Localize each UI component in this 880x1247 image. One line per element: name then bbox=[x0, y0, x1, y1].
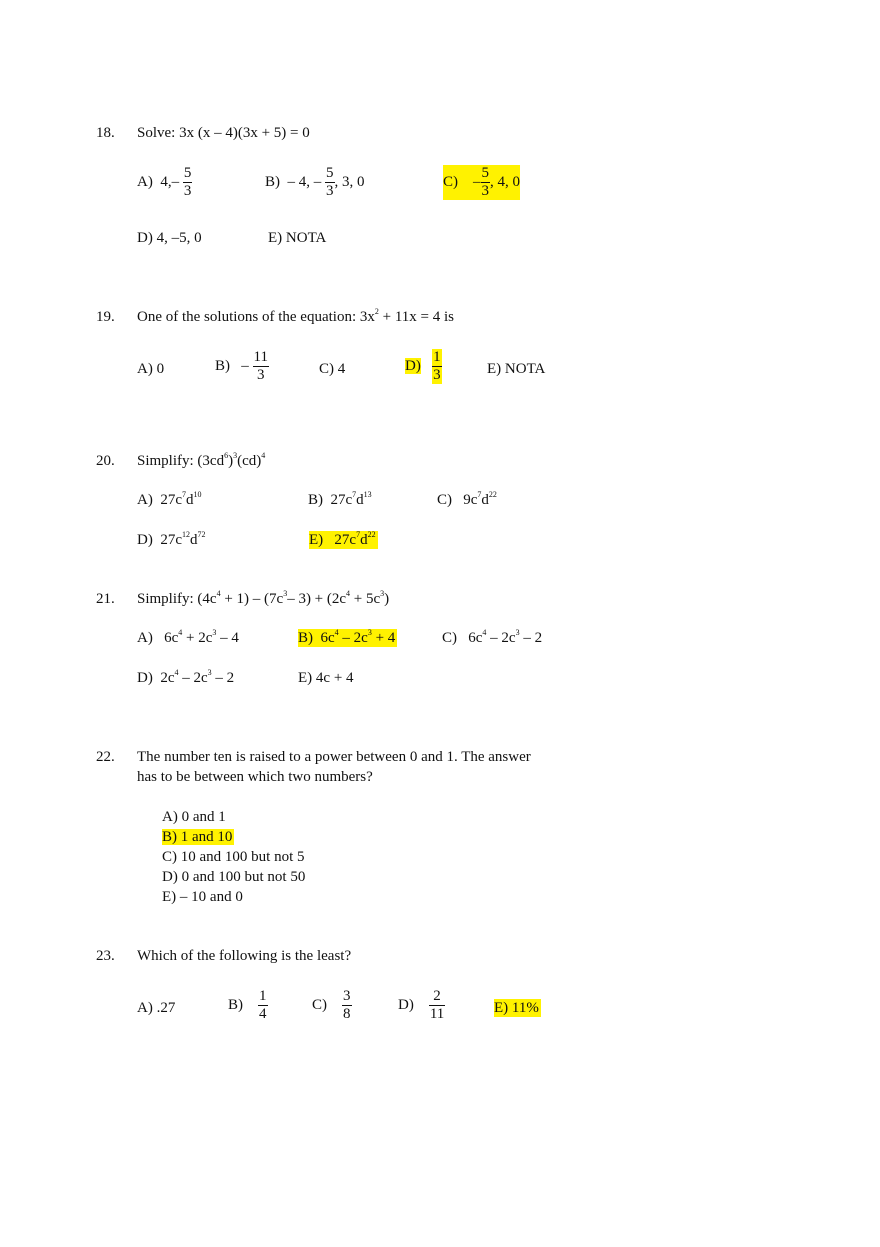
question-18-option-a: A) 4,– $\frac{5}{3}$ bbox=[137, 165, 192, 199]
question-22-prompt-line-2: has to be between which two numbers? bbox=[137, 769, 373, 785]
question-20-option-c: C) $9c^7d^{22}$ bbox=[437, 490, 497, 508]
question-21-number: 21. bbox=[96, 591, 115, 607]
question-22-option-a: A) 0 and 1 bbox=[162, 809, 226, 825]
question-22-option-e: E) – 10 and 0 bbox=[162, 889, 243, 905]
question-22-option-d: D) 0 and 100 but not 50 bbox=[162, 869, 306, 885]
question-22-prompt-line-1: The number ten is raised to a power between 0 and 1. The answer bbox=[137, 749, 531, 765]
question-18-option-c-highlighted-answer: C) – $\frac{5}{3}$ , 4, 0 bbox=[443, 165, 520, 199]
question-21-option-a: A) $6c^4 + 2c^3 - 4$ bbox=[137, 628, 239, 646]
question-20-option-b: B) $27c^7d^{13}$ bbox=[308, 490, 372, 508]
question-20-option-d: D) $27c^{12}d^{72}$ bbox=[137, 530, 206, 548]
question-20-option-e-highlighted-answer: E) $27c^7d^{22}$ bbox=[309, 530, 376, 548]
question-23-option-b: B) $\frac{1}{4}$ bbox=[228, 988, 267, 1022]
question-19-option-e: E) NOTA bbox=[487, 361, 546, 377]
question-22-options bbox=[162, 807, 305, 907]
question-19-option-a: A) 0 bbox=[137, 361, 165, 377]
question-23-option-a: A) .27 bbox=[137, 1000, 176, 1016]
question-23-prompt: Which of the following is the least? bbox=[137, 948, 352, 964]
question-22-number: 22. bbox=[96, 749, 115, 765]
question-22-option-c: C) 10 and 100 but not 5 bbox=[162, 849, 305, 865]
question-21-option-c: C) $6c^4 - 2c^3 - 2$ bbox=[442, 628, 543, 646]
question-18-option-b: B) – 4, – $\frac{5}{3}$ , 3, 0 bbox=[265, 165, 365, 199]
question-18-prompt: Solve: 3x (x – 4)(3x + 5) = 0 bbox=[137, 125, 310, 141]
question-20-option-a: A) $27c^7d^{10}$ bbox=[137, 490, 202, 508]
question-20-prompt: Simplify: $(3cd^6)^3(cd)^4$ bbox=[137, 451, 266, 469]
question-18-option-d: D) 4, –5, 0 bbox=[137, 230, 202, 246]
question-21-option-d: D) $2c^4 - 2c^3 - 2$ bbox=[137, 668, 235, 686]
question-21-option-e: E) 4c + 4 bbox=[298, 670, 354, 686]
question-21-option-b-highlighted-answer: B) $6c^4 - 2c^3 + 4$ bbox=[298, 628, 396, 646]
question-21-prompt: Simplify: $(4c^4 + 1) - (7c^3-$ $3) + (2c^4 + 5c^3)$ bbox=[137, 589, 390, 607]
question-23-option-e-highlighted-answer: E) 11% bbox=[494, 1000, 539, 1016]
question-18-option-e: E) NOTA bbox=[268, 230, 327, 246]
question-22-option-b-highlighted-answer: B) 1 and 10 bbox=[162, 829, 233, 845]
question-19-prompt: One of the solutions of the equation: $3x^2 + 11x = 4$ is bbox=[137, 307, 455, 325]
question-23-option-c: C) $\frac{3}{8}$ bbox=[312, 988, 351, 1022]
question-19-option-b: B) – $\frac{11}{3}$ bbox=[215, 349, 268, 383]
question-19-option-c: C) 4 bbox=[319, 361, 346, 377]
question-19-number: 19. bbox=[96, 309, 115, 325]
question-23-option-d: D) $\frac{2}{11}$ bbox=[398, 988, 445, 1022]
question-18-number: 18. bbox=[96, 125, 115, 141]
question-23-number: 23. bbox=[96, 948, 115, 964]
question-19-option-d-highlighted-answer: D) $\frac{1}{3}$ bbox=[405, 349, 441, 383]
question-20-number: 20. bbox=[96, 453, 115, 469]
